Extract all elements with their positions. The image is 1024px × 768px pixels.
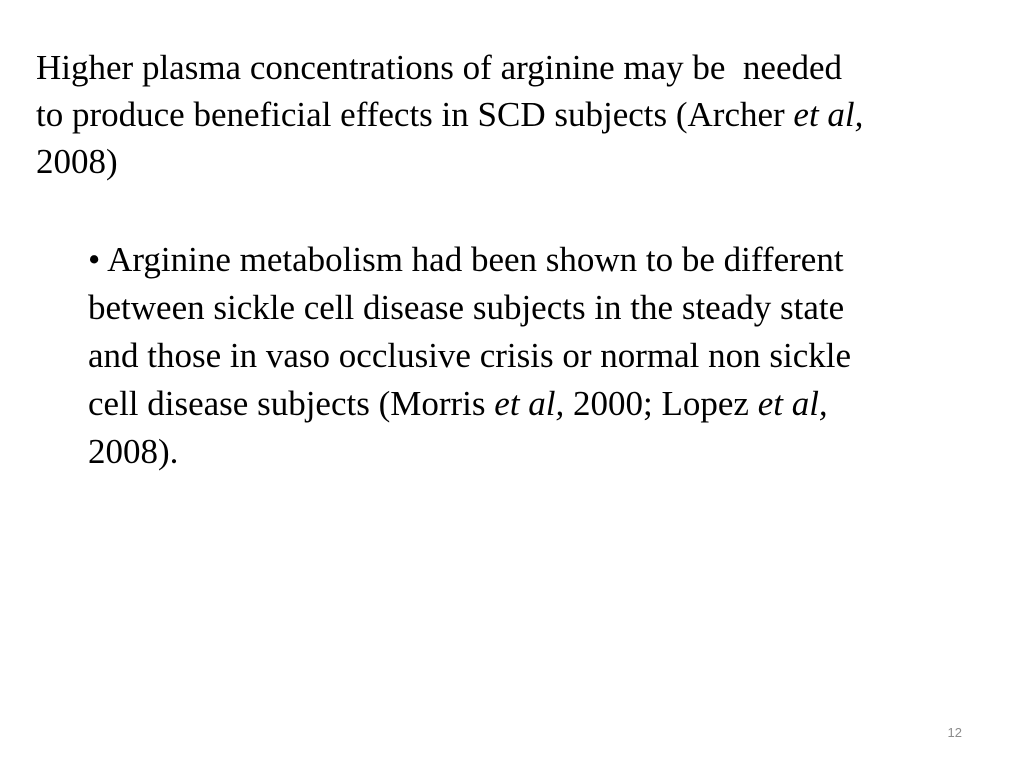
citation-et-al-morris: et al, [494, 384, 565, 423]
page-number: 12 [947, 725, 962, 740]
bullet-line-4-text: cell disease subjects (Morris [88, 384, 495, 423]
bullet-paragraph [88, 236, 988, 476]
intro-line-1: Higher plasma concentrations of arginine may be needed [36, 48, 843, 87]
intro-line-2 [36, 91, 996, 138]
citation-et-al: et al, [793, 95, 864, 134]
bullet-line-5: 2008). [88, 432, 179, 471]
bullet-line-4 [88, 380, 988, 428]
bullet-line-1-text: Arginine metabolism had been shown to be different [100, 240, 844, 279]
intro-line-2-text: to produce beneficial effects in SCD subjects (Archer [36, 95, 794, 134]
bullet-line-1 [88, 236, 988, 284]
citation-et-al-lopez: et al, [757, 384, 828, 423]
intro-paragraph [36, 44, 996, 185]
bullet-marker: • [88, 240, 101, 279]
bullet-line-4-mid: 2000; Lopez [564, 384, 758, 423]
bullet-line-3: and those in vaso occlusive crisis or normal non sickle [88, 336, 852, 375]
bullet-line-2: between sickle cell disease subjects in the steady state [88, 288, 845, 327]
intro-line-3: 2008) [36, 142, 118, 181]
